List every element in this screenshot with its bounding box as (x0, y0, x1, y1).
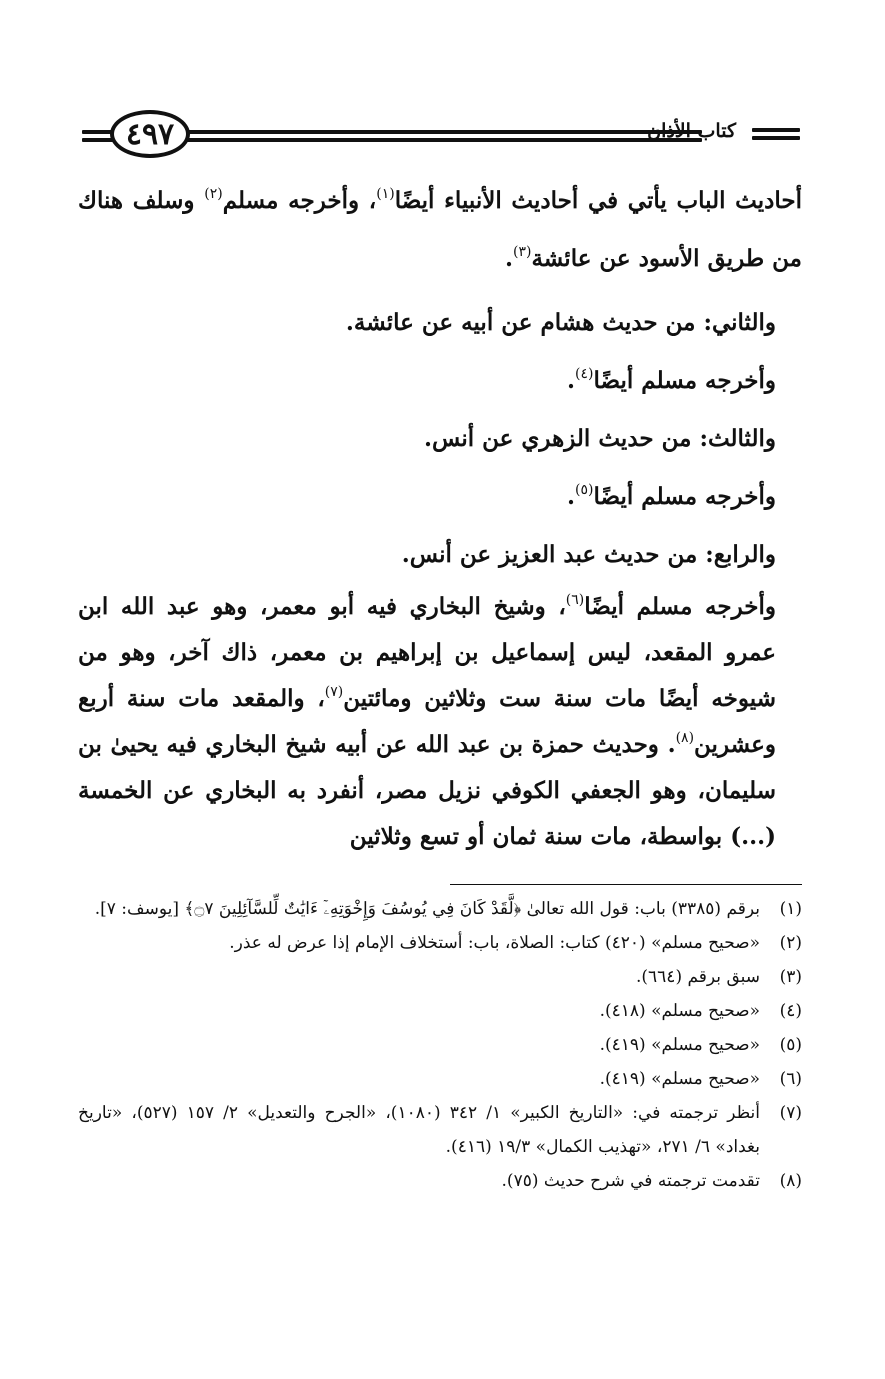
text-run: وسلف هناك من طريق الأسود عن عائشة (78, 187, 802, 272)
footnote-number: (٦) (779, 1069, 802, 1089)
header-rule-right-2 (752, 136, 800, 140)
text-run: وأخرجه مسلم أيضًا (593, 367, 776, 394)
text-run: وأخرجه مسلم أيضًا (593, 483, 776, 510)
footnote-ref: (٦) (565, 592, 585, 608)
footnote-ref: (٤) (575, 366, 594, 382)
paragraph-3: وأخرجه مسلم أيضًا$^{(٤)}$. (567, 366, 776, 394)
footnote-ref: (٧) (324, 684, 344, 700)
paragraph-2: والثاني: من حديث هشام عن أبيه عن عائشة. (345, 309, 776, 336)
main-text (78, 172, 802, 860)
footnote-item (78, 994, 802, 1028)
text-run: أحاديث الباب يأتي في أحاديث الأنبياء أيضًا (394, 187, 803, 214)
footnote-text: «صحيح مسلم» (٤٢٠) كتاب: الصلاة، باب: أستخلاف الإمام إذا عرض له عذر. (229, 933, 760, 953)
chapter-title: كتاب الأذان (647, 120, 736, 142)
footnote-number: (٨) (779, 1171, 802, 1191)
footnote-number: (٧) (779, 1103, 802, 1123)
header-rule-right (752, 128, 800, 132)
footnote-text: «صحيح مسلم» (٤١٩). (599, 1035, 760, 1055)
footnote-text: تقدمت ترجمته في شرح حديث (٧٥). (501, 1171, 760, 1191)
footnote-text: أنظر ترجمته في: «التاريخ الكبير» ١/ ٣٤٢ (١٠٨٠)، «الجرح والتعديل» ٢/ ١٥٧ (٥٢٧)، «تاريخ بغداد» ٦/ ٢٧١، «تهذيب الكمال» ١٩/٣ (٤١٦). (78, 1103, 761, 1157)
paragraph-4: والثالث: من حديث الزهري عن أنس. (424, 425, 776, 452)
footnote-item (78, 1096, 802, 1164)
text-run: . وحديث حمزة بن عبد الله عن أبيه شيخ البخاري فيه يحيىٰ بن سليمان، وهو الجعفي الكوفي نزيل مصر، أنفرد به البخاري عن الخمسة (...) بواسطة، مات سنة ثمان أو تسع وثلاثين (78, 731, 776, 850)
footnote-text: «صحيح مسلم» (٤١٨). (599, 1001, 760, 1021)
footnote-ref: (٢) (204, 186, 223, 202)
page-number: ٤٩٧ (110, 110, 190, 158)
paragraph-5: وأخرجه مسلم أيضًا$^{(٥)}$. (567, 482, 776, 510)
footnote-text: سبق برقم (٦٦٤). (636, 967, 760, 987)
footnote-item (78, 1164, 802, 1198)
text-run: ، والمقعد مات سنة أربع وعشرين (78, 685, 776, 758)
text-run: ، وأخرجه مسلم (222, 187, 377, 214)
paragraph-7 (78, 584, 802, 860)
header-rule-long (178, 130, 702, 134)
footnote-ref: (٨) (675, 730, 695, 746)
footnote-separator (450, 884, 802, 885)
footnote-text: «صحيح مسلم» (٤١٩). (599, 1069, 760, 1089)
footnote-number: (٤) (779, 1001, 802, 1021)
footnote-number: (١) (779, 899, 802, 919)
footnote-number: (٥) (779, 1035, 802, 1055)
text-run: . (504, 245, 513, 272)
page-header (82, 108, 800, 164)
text-run: وأخرجه مسلم أيضًا (584, 593, 776, 620)
paragraph-1 (78, 172, 802, 288)
footnote-text: برقم (٣٣٨٥) باب: قول الله تعالىٰ ﴿لَّقَدْ كَانَ فِي يُوسُفَ وَإِخْوَتِهِۦٓ ءَايَٰتٌ لِّلسَّآئِلِينَ ۝٧﴾ [يوسف: ٧]. (94, 899, 760, 919)
footnote-item (78, 1062, 802, 1096)
footnotes (78, 892, 802, 1198)
footnote-item (78, 926, 802, 960)
footnote-ref: (٣) (512, 244, 532, 260)
text-run: ، وشيخ البخاري فيه أبو معمر، وهو عبد الله ابن عمرو المقعد، ليس إسماعيل بن إبراهيم بن معمر، ذاك آخر، وهو من شيوخه أيضًا مات سنة ست وثلاثين ومائتين (78, 593, 776, 712)
footnote-ref: (٥) (575, 482, 594, 498)
footnote-number: (٢) (779, 933, 802, 953)
footnote-item (78, 960, 802, 994)
footnote-item (78, 1028, 802, 1062)
footnote-item (78, 892, 802, 926)
paragraph-6: والرابع: من حديث عبد العزيز عن أنس. (401, 541, 776, 568)
footnote-number: (٣) (779, 967, 802, 987)
header-rule-long-2 (178, 138, 702, 142)
footnote-ref: (١) (376, 186, 395, 202)
